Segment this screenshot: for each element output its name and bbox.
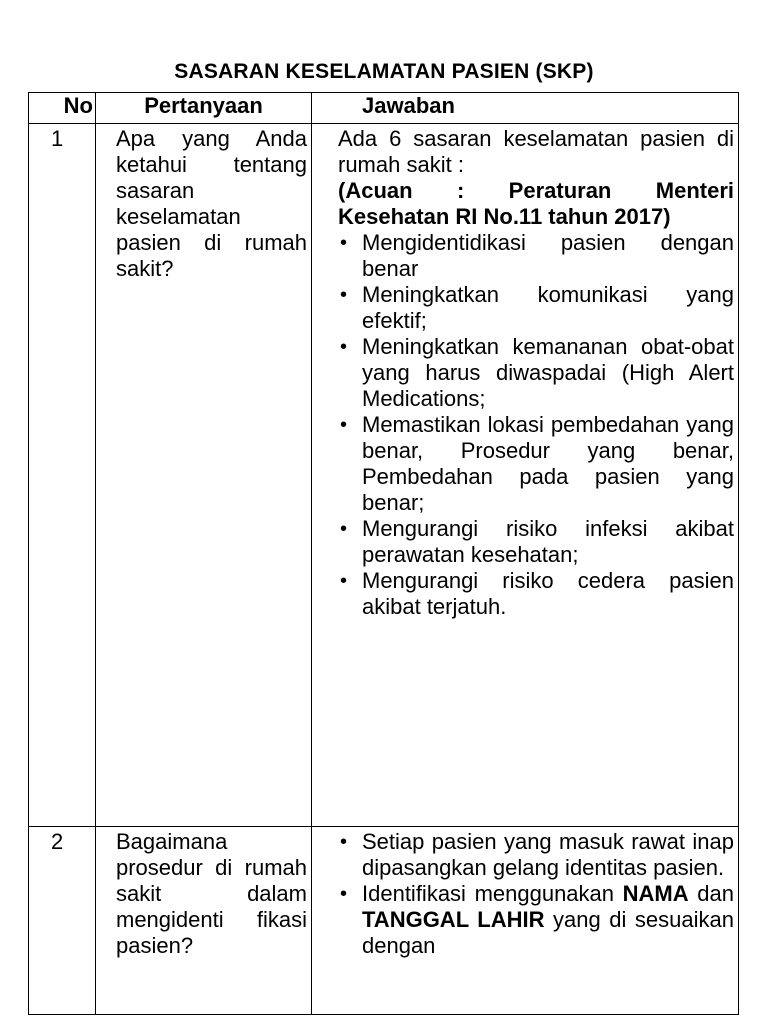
header-no: No: [29, 93, 96, 124]
row-number: 2: [29, 827, 96, 1015]
answer-intro: Ada 6 sasaran keselamatan pasien di rumah sakit :: [338, 126, 734, 177]
list-item: • Meningkatkan kemananan obat-obat yang harus diwaspadai (High Alert Medications;: [362, 334, 734, 412]
list-item: • Meningkatkan komunikasi yang efektif;: [362, 282, 734, 334]
answer-list: [338, 230, 734, 620]
list-item: [362, 881, 734, 959]
table-row: [29, 124, 739, 827]
question-text: Apa yang Anda ketahui tentang sasaran keselamatan pasien di rumah sakit?: [96, 124, 312, 827]
answer-reference: (Acuan : Peraturan Menteri Kesehatan RI No.11 tahun 2017): [338, 178, 734, 229]
list-item-text: Identifikasi menggunakan: [362, 881, 615, 906]
list-item: • Mengurangi risiko cedera pasien akibat terjatuh.: [362, 568, 734, 620]
document-title: SASARAN KESELAMATAN PASIEN (SKP): [174, 60, 594, 83]
list-item-text: dan: [697, 881, 734, 906]
question-text: Bagaimana prosedur di rumah sakit dalam mengidenti fikasi pasien?: [96, 827, 312, 1015]
list-item: • Setiap pasien yang masuk rawat inap dipasangkan gelang identitas pasien.: [362, 829, 734, 881]
header-row: [29, 93, 739, 124]
row-number: 1: [29, 124, 96, 827]
emphasis-name: NAMA: [622, 881, 689, 906]
list-item: • Mengidentidikasi pasien dengan benar: [362, 230, 734, 282]
answer-list: [338, 829, 734, 959]
skp-table: [28, 92, 739, 1015]
answer-cell: [312, 827, 739, 1015]
table-row: [29, 827, 739, 1015]
list-item: • Mengurangi risiko infeksi akibat perawatan kesehatan;: [362, 516, 734, 568]
header-answer: Jawaban: [312, 93, 739, 124]
list-item-text: yang di sesuaikan dengan: [362, 907, 734, 958]
header-question: Pertanyaan: [96, 93, 312, 124]
list-item: • Memastikan lokasi pembedahan yang benar, Prosedur yang benar, Pembedahan pada pasien yang benar;: [362, 412, 734, 516]
emphasis-birthdate: TANGGAL LAHIR: [362, 907, 545, 932]
answer-cell: [312, 124, 739, 827]
